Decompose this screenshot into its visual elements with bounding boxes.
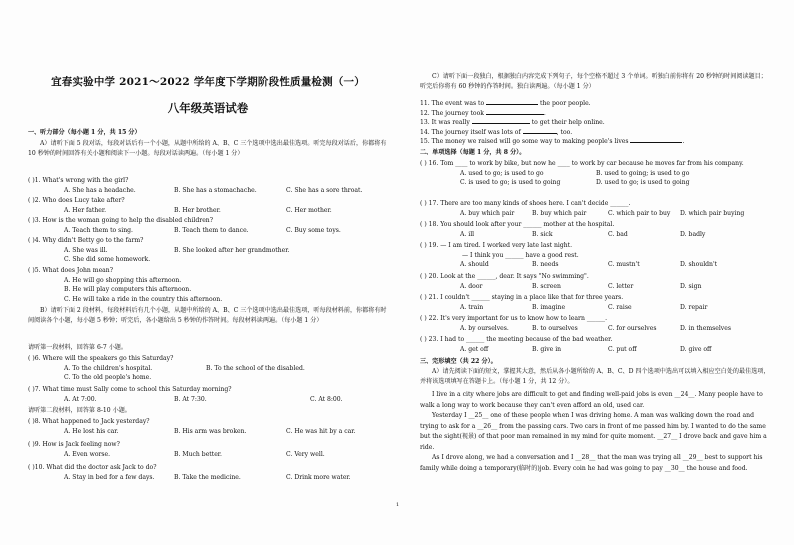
question-10 [28, 463, 388, 482]
question-7-stem: ( )7. What time must Sally come to school this Saturday morning? [28, 386, 232, 393]
q21-option-d: D. repair [680, 303, 708, 311]
section-c-instructions: C）请听下面一段独白，根据独白内容完成下列句子，每个空格不超过 3 个单词。听独白前你将有 20 秒钟的时间阅读题目；听完后你将有 60 秒钟的作答时间。独白读两遍。（每小题 1 分） [420, 73, 767, 90]
q7-option-a: A. At 7:00. [64, 395, 97, 403]
q19-option-d: D. shouldn't [680, 261, 718, 269]
q20-option-c: C. letter [608, 282, 634, 290]
material-2-heading: 请听第二段材料，回答第 8-10 小题。 [28, 407, 131, 414]
q17-option-c: C. which pair to buy [608, 209, 671, 217]
material-1-heading: 请听第一段材料，回答第 6-7 小题。 [28, 344, 127, 351]
question-1-stem: ( )1. What's wrong with the girl? [28, 177, 129, 184]
question-21 [420, 293, 772, 312]
question-9 [28, 440, 388, 459]
q20-option-b: B. screen [532, 282, 561, 290]
q7-option-b: B. At 7:30. [174, 395, 207, 403]
fill-12: 12. The journey took . [420, 107, 772, 117]
question-3 [28, 216, 388, 235]
exam-title: 宜春实验中学 2021～2022 学年度下学期阶段性质量检测（一） [51, 76, 365, 88]
q22-option-a: A. by ourselves. [460, 324, 509, 332]
q20-option-d: D. sign [680, 282, 702, 290]
question-16 [420, 159, 772, 188]
exam-subtitle: 八年级英语试卷 [167, 101, 249, 115]
question-8-stem: ( )8. What happened to Jack yesterday? [28, 418, 150, 425]
section-a-instructions: A）请听下面 5 段对话，每段对话后有一个小题，从题中所给的 A、B、C 三个选项中选出最佳选项。听完每段对话后，你都将有 10 秒钟的时间回答有关小题和阅读下一小题。每段对话读两遍。（每小题 1 分） [28, 140, 387, 157]
q19-option-a: A. should [460, 261, 489, 269]
q16-option-b: B. used to going; is used to go [596, 169, 690, 177]
q8-option-c: C. He was hit by a car. [286, 427, 356, 435]
q3-option-a: A. Teach them to sing. [64, 226, 133, 234]
section-listening-heading: 一、听力部分（每小题 1 分，共 15 分） [28, 129, 141, 136]
q17-option-d: D. which pair buying [680, 209, 745, 217]
q2-option-c: C. Her mother. [286, 206, 332, 214]
question-19 [420, 241, 772, 270]
q10-option-a: A. Stay in bed for a few days. [64, 473, 155, 481]
q2-option-b: B. Her brother. [174, 206, 221, 214]
q6-option-b: B. To the school of the disabled. [206, 364, 305, 372]
q5-option-b: B. He will play computers this afternoon. [64, 286, 192, 294]
q9-option-b: B. Much better. [174, 450, 222, 458]
question-7 [28, 385, 388, 404]
fill-in-blanks [420, 97, 772, 145]
q18-option-d: D. badly [680, 230, 706, 238]
q16-option-a: A. used to go; is used to go [460, 169, 544, 177]
question-18 [420, 220, 772, 239]
question-9-stem: ( )9. How is Jack feeling now? [28, 441, 120, 448]
fill-13: 13. It was really to get their help online. [420, 116, 772, 126]
q18-option-c: C. bad [608, 230, 628, 238]
question-16-stem: ( ) 16. Tom ____ to work by bike, but now he ____ to work by car because he moves far from his company. [420, 160, 744, 167]
q10-option-c: C. Drink more water. [286, 473, 351, 481]
q22-option-d: D. in themselves [680, 324, 731, 332]
q23-option-d: D. give off [680, 345, 712, 353]
q16-option-c: C. is used to go; is used to going [460, 179, 561, 187]
question-5-stem: ( )5. What does John mean? [28, 267, 113, 274]
q17-option-b: B. buy which pair [532, 209, 587, 217]
fill-11: 11. The event was to the poor people. [420, 97, 772, 107]
question-17 [420, 199, 772, 218]
q1-option-b: B. She has a stomachache. [174, 186, 257, 194]
question-20-stem: ( ) 20. Look at the ______, dear. It says "No swimming". [420, 273, 589, 280]
question-23 [420, 335, 772, 354]
q19-option-c: C. mustn't [608, 261, 640, 269]
question-2-stem: ( )2. Who does Lucy take after? [28, 197, 125, 204]
q8-option-a: A. He lost his car. [64, 427, 119, 435]
q21-option-a: A. train [460, 303, 484, 311]
q23-option-b: B. give in [532, 345, 562, 353]
question-10-stem: ( )10. What did the doctor ask Jack to do? [28, 464, 157, 471]
q7-option-c: C. At 8:00. [310, 395, 343, 403]
q4-option-b: B. She looked after her grandmother. [174, 246, 290, 254]
q17-option-a: A. buy which pair [460, 209, 515, 217]
question-6-stem: ( )6. Where will the speakers go this Saturday? [28, 355, 174, 362]
q3-option-b: B. Teach them to dance. [174, 226, 249, 234]
q2-option-a: A. Her father. [64, 206, 107, 214]
q1-option-c: C. She has a sore throat. [286, 186, 363, 194]
q1-option-a: A. She has a headache. [64, 186, 136, 194]
q16-option-d: D. used to go; is used to going [596, 179, 690, 187]
q6-option-c: C. To the old people's home. [64, 374, 152, 382]
question-5 [28, 266, 388, 304]
question-17-stem: ( ) 17. There are too many kinds of shoes here. I can't decide ______. [420, 200, 631, 207]
cloze-paragraph-3: As I drove along, we had a conversation and I __28__ that the man was trying all __29__ best to support his family while doing a temporary(临时的)job. Every coin he had was going to pay __30__ the house and food. [420, 454, 763, 472]
q9-option-c: C. Very well. [286, 450, 325, 458]
question-4 [28, 236, 388, 265]
q5-option-a: A. He will go shopping this afternoon. [64, 276, 182, 284]
q3-option-c: C. Buy some toys. [286, 226, 341, 234]
section-2-heading: 二、单项选择（每题 1 分，共 8 分）。 [420, 149, 526, 156]
question-21-stem: ( ) 21. I couldn't ______ staying in a place like that for three years. [420, 294, 624, 301]
page-number: 1 [396, 502, 400, 508]
section-b-instructions: B）请听下面 2 段材料，每段材料后有几个小题，从题中所给的 A、B、C 三个选项中选出最佳选项，听每段材料前，你都将有时间阅读各个小题，每小题 5 秒钟；听完后，各小题给出 5 秒钟的作答时间。每段材料读两遍。（每小题 1 分） [28, 307, 387, 324]
question-18-stem: ( ) 18. You should look after your ______ mother at the hospital. [420, 221, 615, 228]
q4-option-a: A. She was ill. [64, 246, 108, 254]
q19-option-b: B. needs [532, 261, 559, 269]
q18-option-a: A. ill [460, 230, 475, 238]
q23-option-a: A. get off [460, 345, 489, 353]
q10-option-b: B. Take the medicine. [174, 473, 241, 481]
q4-option-c: C. She did some homework. [64, 256, 151, 264]
q22-option-b: B. to ourselves [532, 324, 578, 332]
question-19-stem: ( ) 19. — I am tired. I worked very late last night. [420, 242, 573, 249]
question-6 [28, 354, 388, 383]
question-8 [28, 417, 388, 436]
q8-option-b: B. His arm was broken. [174, 427, 247, 435]
cloze-paragraph-2: Yesterday I __25__ one of these people when I was driving home. A man was walking down the road and trying to ask for a __26__ from the passing cars. Two cars in front of me passed him by. I wanted to do the same but the sight(视景) of that poor man remained in my mind for quite moment. __27__ I drove back and gave him a ride. [420, 412, 767, 451]
q22-option-c: C. for ourselves [608, 324, 657, 332]
cloze-instructions: A）请先阅读下面的短文，掌握其大意，然后从各小题所给的 A、B、C、D 四个选项中选出可以填入相应空白处的最佳选项，并将该选项填写在答题卡上。（每小题 1 分，共 12 分）。 [420, 368, 770, 385]
cloze-paragraph-1: I live in a city where jobs are difficult to get and finding well-paid jobs is even __24__. Many people have to walk a long way to work because they can't even afford an old, used car. [420, 391, 763, 409]
question-1 [28, 176, 388, 195]
question-23-stem: ( ) 23. I had to ______ the meeting because of the bad weather. [420, 336, 613, 343]
q9-option-a: A. Even worse. [64, 450, 111, 458]
question-22-stem: ( ) 22. It's very important for us to know how to learn ______. [420, 315, 608, 322]
fill-14: 14. The journey itself was lots of , too. [420, 126, 772, 136]
question-4-stem: ( )4. Why didn't Betty go to the farm? [28, 237, 144, 244]
q21-option-b: B. imagine [532, 303, 566, 311]
question-2 [28, 196, 388, 215]
question-20 [420, 272, 772, 291]
question-22 [420, 314, 772, 333]
fill-15: 15. The money we raised will go some way to making people's lives . [420, 135, 772, 145]
question-3-stem: ( )3. How is the woman going to help the disabled children? [28, 217, 213, 224]
q18-option-b: B. sick [532, 230, 553, 238]
q23-option-c: C. put off [608, 345, 637, 353]
q21-option-c: C. raise [608, 303, 632, 311]
section-3-heading: 三、完形填空（共 22 分）。 [420, 358, 497, 365]
q5-option-c: C. He will take a ride in the country this afternoon. [64, 295, 223, 303]
question-19-reply: — I think you ______ have a good rest. [462, 251, 579, 259]
q6-option-a: A. To the children's hospital. [64, 364, 153, 372]
q20-option-a: A. door [460, 282, 483, 290]
